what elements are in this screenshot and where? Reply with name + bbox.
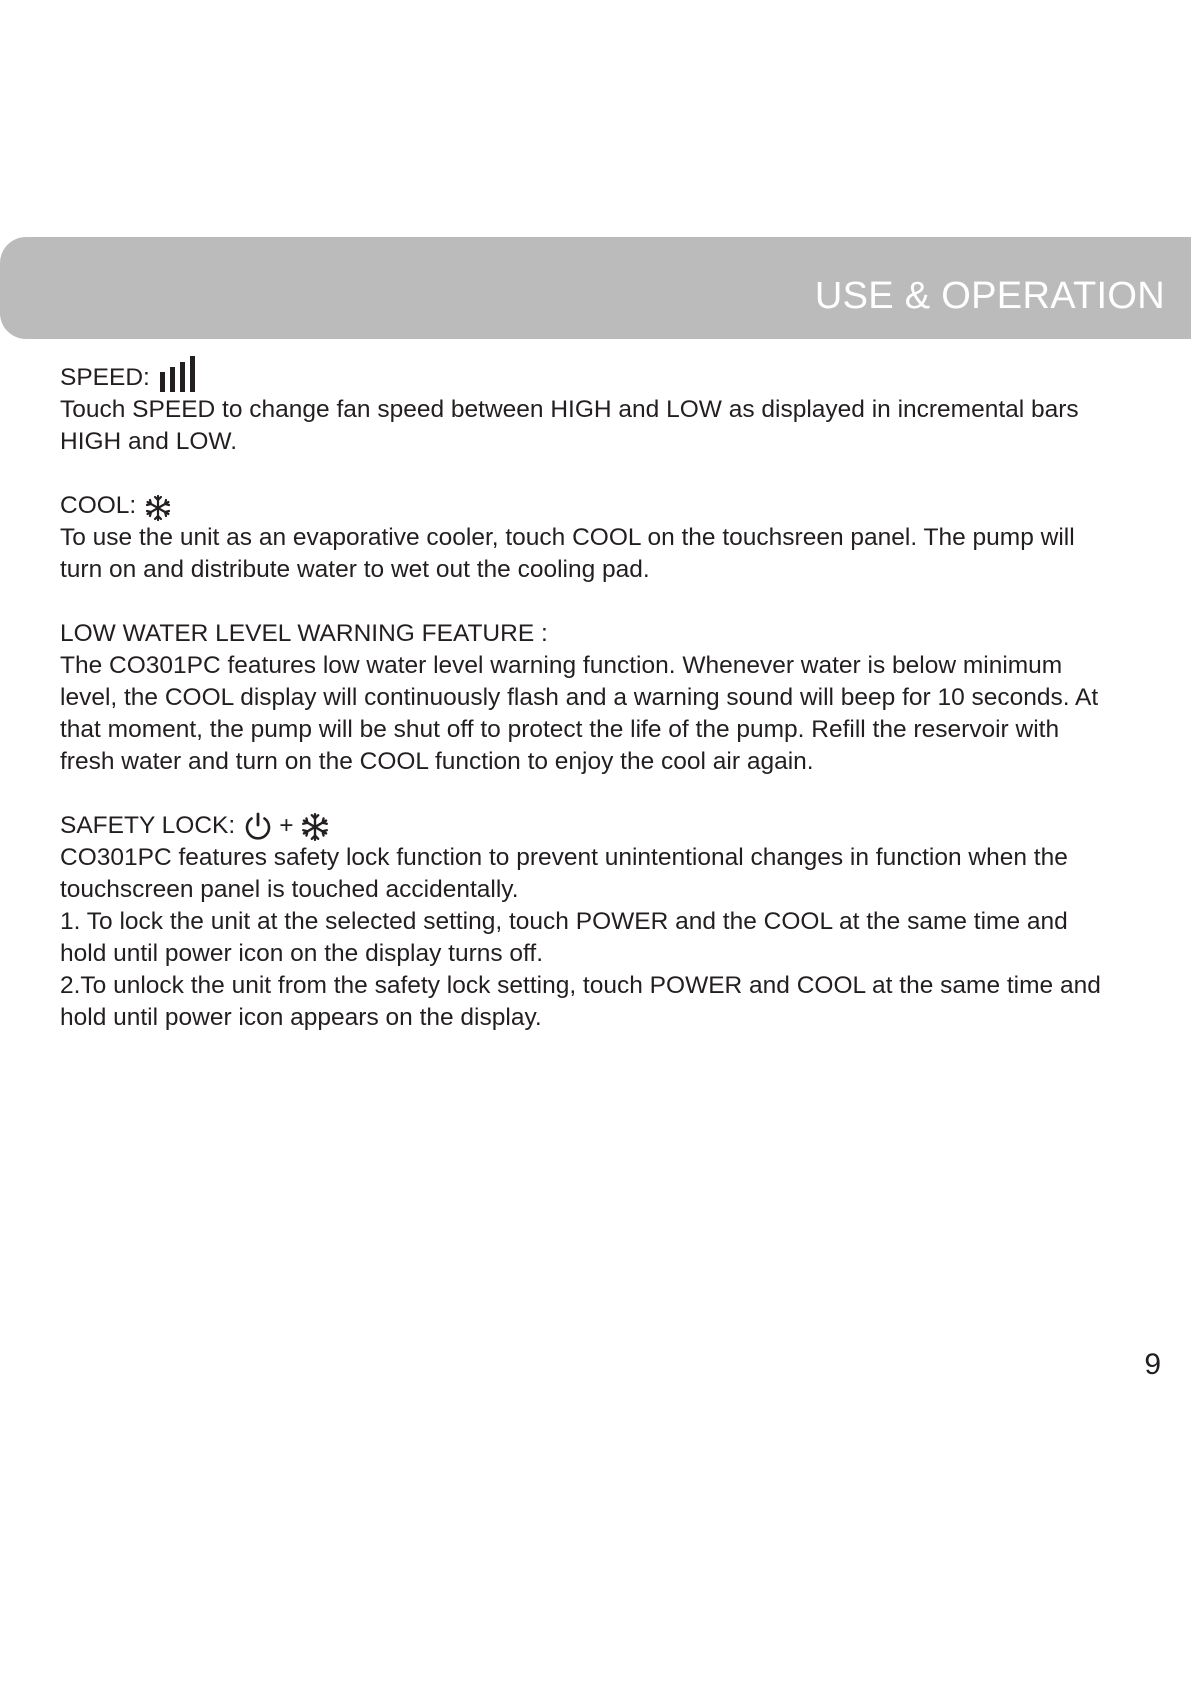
speed-bars-icon xyxy=(158,356,200,394)
low-water-body-line: fresh water and turn on the COOL function to enjoy the cool air again. xyxy=(60,748,814,775)
speed-heading xyxy=(60,362,1160,394)
safety-lock-body-line: hold until power icon appears on the display. xyxy=(60,1004,542,1031)
plus-sign: + xyxy=(279,812,294,839)
safety-lock-heading xyxy=(60,810,1160,842)
low-water-section xyxy=(60,618,1160,778)
low-water-label: LOW WATER LEVEL WARNING FEATURE : xyxy=(60,620,548,647)
speed-label: SPEED: xyxy=(60,364,150,391)
section-header-band xyxy=(0,237,1191,339)
speed-section xyxy=(60,362,1160,458)
cool-heading xyxy=(60,490,1160,522)
cool-body-line: To use the unit as an evaporative cooler, touch COOL on the touchsreen panel. The pump will xyxy=(60,524,1075,551)
snowflake-icon xyxy=(300,812,330,842)
cool-body-line: turn on and distribute water to wet out the cooling pad. xyxy=(60,556,650,583)
safety-lock-label: SAFETY LOCK: xyxy=(60,812,236,839)
speed-body-line: HIGH and LOW. xyxy=(60,428,238,455)
safety-lock-section xyxy=(60,810,1160,1034)
cool-section xyxy=(60,490,1160,586)
safety-lock-body-line: 1. To lock the unit at the selected setting, touch POWER and the COOL at the same time and xyxy=(60,908,1068,935)
safety-lock-body-line: CO301PC features safety lock function to prevent unintentional changes in function when the xyxy=(60,844,1068,871)
power-icon xyxy=(243,812,273,842)
safety-lock-body-line: hold until power icon on the display turns off. xyxy=(60,940,544,967)
manual-content xyxy=(60,362,1160,1066)
speed-body-line: Touch SPEED to change fan speed between HIGH and LOW as displayed in incremental bars xyxy=(60,396,1079,423)
safety-lock-body-line: touchscreen panel is touched accidentally. xyxy=(60,876,519,903)
snowflake-icon xyxy=(144,494,172,522)
safety-lock-body-line: 2.To unlock the unit from the safety lock setting, touch POWER and COOL at the same time and xyxy=(60,972,1101,999)
low-water-body-line: The CO301PC features low water level warning function. Whenever water is below minimum xyxy=(60,652,1063,679)
low-water-body-line: level, the COOL display will continuously flash and a warning sound will beep for 10 seconds. At xyxy=(60,684,1099,711)
low-water-body-line: that moment, the pump will be shut off to protect the life of the pump. Refill the reservoir with xyxy=(60,716,1060,743)
page-number: 9 xyxy=(1144,1348,1161,1381)
section-title: USE & OPERATION xyxy=(814,275,1165,317)
low-water-heading xyxy=(60,618,1160,650)
cool-label: COOL: xyxy=(60,492,137,519)
